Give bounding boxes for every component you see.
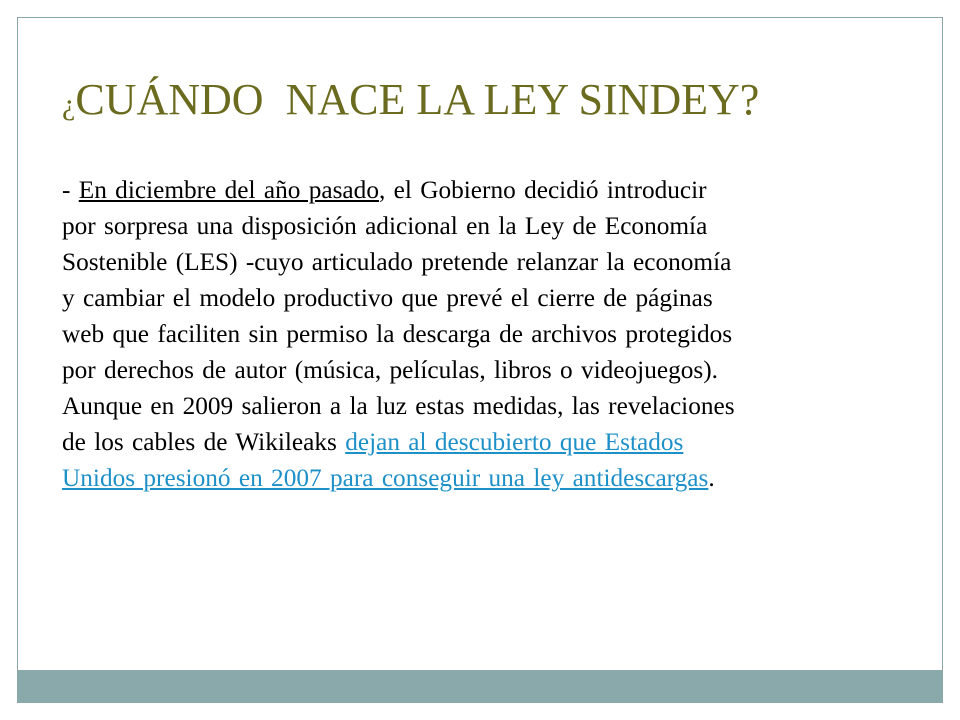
body-line-7: Aunque en 2009 salieron a la luz estas medidas, las revelaciones	[62, 392, 735, 420]
wikileaks-link-part-1[interactable]: dejan al descubierto que Estados	[345, 428, 684, 456]
body-dash: -	[62, 176, 79, 204]
slide-title	[62, 72, 759, 133]
body-end-period: .	[708, 464, 715, 492]
body-paragraph	[62, 172, 902, 496]
body-line-1	[62, 172, 902, 208]
underlined-lead: En diciembre del año pasado	[78, 176, 379, 204]
body-line-3: Sostenible (LES) -cuyo articulado pretende relanzar la economía	[62, 248, 732, 276]
wikileaks-link-part-2[interactable]: Unidos presionó en 2007 para conseguir una ley antidescargas	[62, 464, 709, 492]
body-line-1-rest: , el Gobierno decidió introducir	[378, 176, 707, 204]
body-line-9	[62, 460, 902, 496]
body-line-4: y cambiar el modelo productivo que prevé el cierre de páginas	[62, 284, 713, 312]
body-line-8	[62, 424, 902, 460]
title-rest: NACE LA LEY SINDEY?	[285, 75, 760, 124]
title-question-mark: ¿	[62, 88, 76, 121]
body-line-5: web que faciliten sin permiso la descarga de archivos protegidos	[62, 320, 733, 348]
bottom-band	[17, 670, 943, 703]
body-line-2: por sorpresa una disposición adicional en la Ley de Economía	[62, 212, 708, 240]
body-line-8-lead: de los cables de Wikileaks	[62, 428, 346, 456]
body-line-6: por derechos de autor (música, películas, libros o videojuegos).	[62, 356, 718, 384]
title-word-cuando: CUÁNDO	[75, 75, 264, 124]
